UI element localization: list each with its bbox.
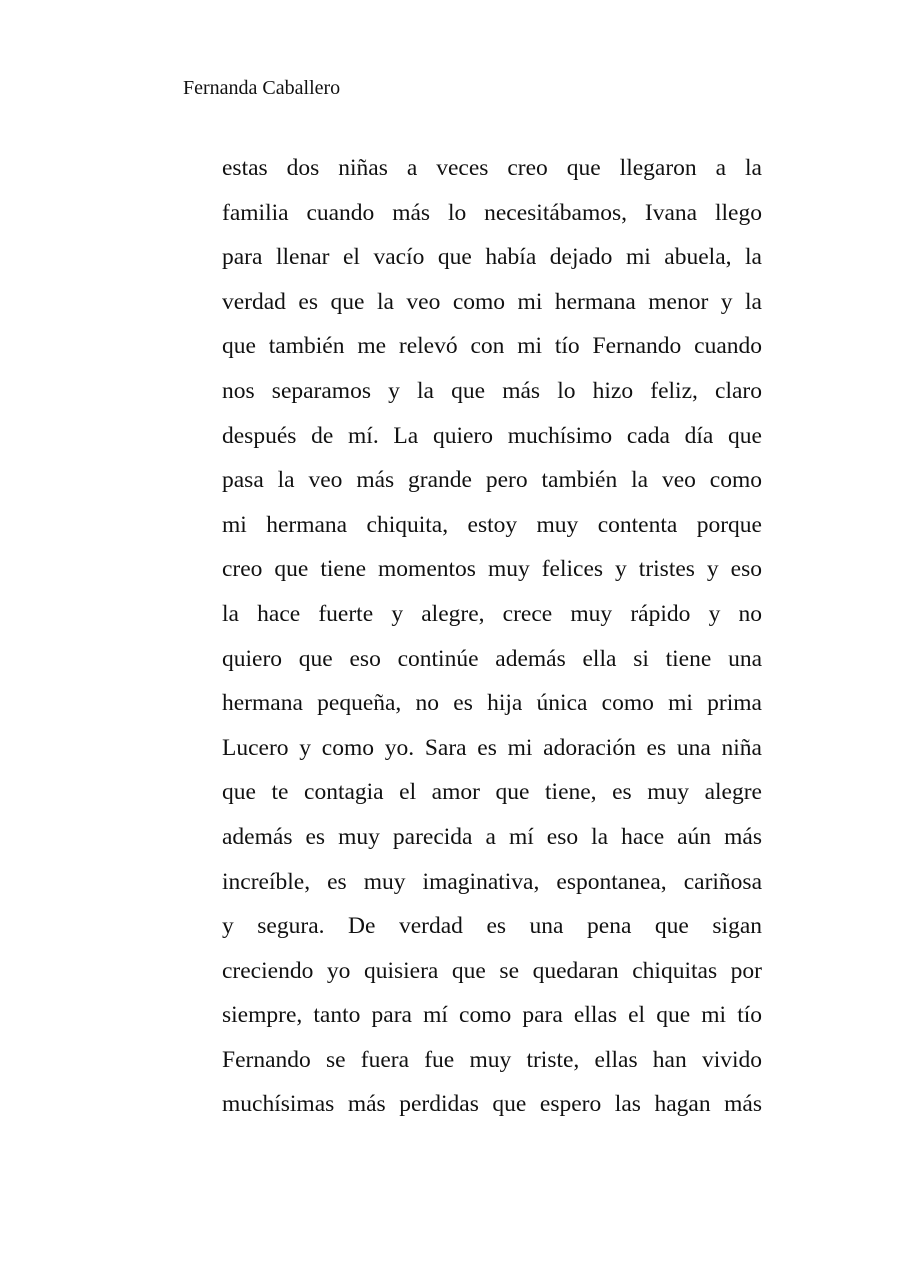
text-line: que te contagia el amor que tiene, es muy alegre bbox=[222, 779, 762, 806]
text-line: creo que tiene momentos muy felices y tristes y eso bbox=[222, 556, 762, 583]
text-line: para llenar el vacío que había dejado mi abuela, la bbox=[222, 244, 762, 271]
text-line: pasa la veo más grande pero también la veo como bbox=[222, 467, 762, 494]
text-line: la hace fuerte y alegre, crece muy rápido y no bbox=[222, 600, 762, 627]
text-line: mi hermana chiquita, estoy muy contenta porque bbox=[222, 511, 762, 538]
text-line: que también me relevó con mi tío Fernando cuando bbox=[222, 333, 762, 360]
text-line: después de mí. La quiero muchísimo cada día que bbox=[222, 422, 762, 449]
text-line: además es muy parecida a mí eso la hace aún más bbox=[222, 823, 762, 850]
text-line: familia cuando más lo necesitábamos, Ivana llego bbox=[222, 199, 762, 226]
text-line: muchísimas más perdidas que espero las hagan más bbox=[222, 1091, 762, 1118]
text-line: Fernando se fuera fue muy triste, ellas han vivido bbox=[222, 1046, 762, 1073]
text-line: Lucero y como yo. Sara es mi adoración es una niña bbox=[222, 734, 762, 761]
text-line: nos separamos y la que más lo hizo feliz, claro bbox=[222, 377, 762, 404]
text-line: estas dos niñas a veces creo que llegaron a la bbox=[222, 155, 762, 181]
text-line: creciendo yo quisiera que se quedaran chiquitas por bbox=[222, 957, 762, 984]
text-line: quiero que eso continúe además ella si tiene una bbox=[222, 645, 762, 672]
text-line: hermana pequeña, no es hija única como mi prima bbox=[222, 690, 762, 717]
text-line: siempre, tanto para mí como para ellas el que mi tío bbox=[222, 1002, 762, 1029]
text-line: y segura. De verdad es una pena que sigan bbox=[222, 913, 762, 940]
body-paragraph bbox=[222, 146, 762, 1127]
text-line: increíble, es muy imaginativa, espontanea, cariñosa bbox=[222, 868, 762, 895]
text-line: verdad es que la veo como mi hermana menor y la bbox=[222, 288, 762, 315]
page-header-author: Fernanda Caballero bbox=[183, 77, 341, 99]
